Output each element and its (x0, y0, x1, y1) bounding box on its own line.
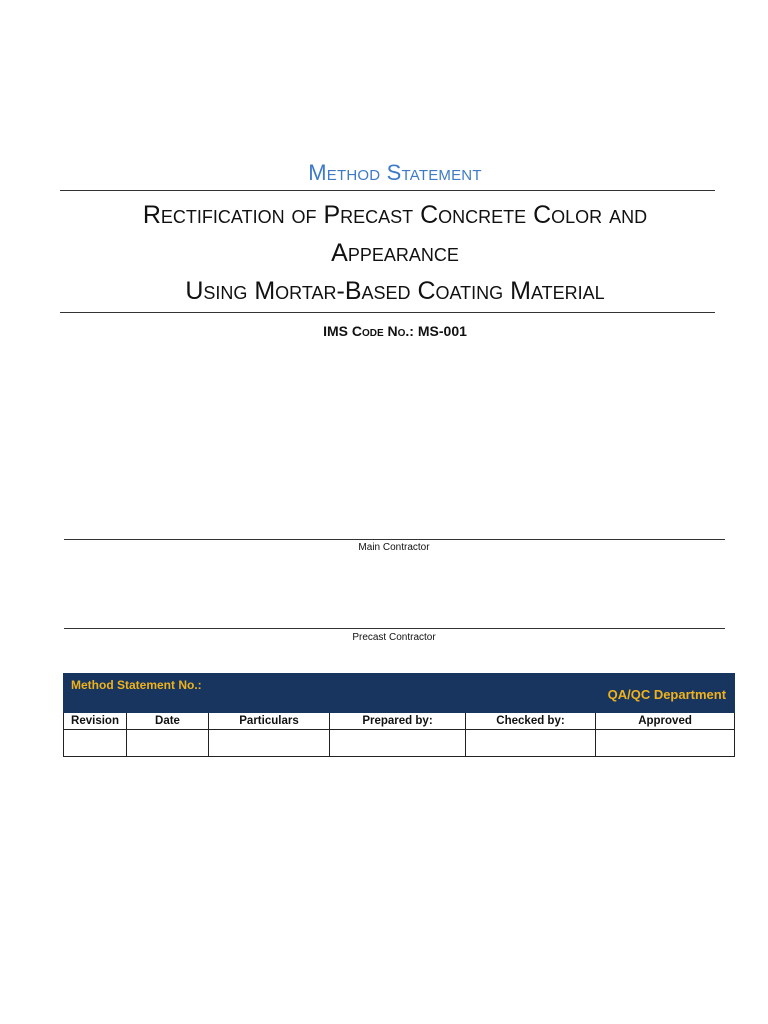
column-header-particulars: Particulars (209, 713, 330, 730)
column-header-checked-by: Checked by: (466, 713, 596, 730)
cell-checked-by (466, 730, 596, 757)
cell-revision (64, 730, 127, 757)
document-heading: Method Statement (308, 160, 482, 185)
title-line-1: Rectification of Precast Concrete Color and (142, 201, 648, 229)
title-rule-bottom (60, 312, 715, 313)
main-contractor-signature-line (64, 539, 725, 540)
method-statement-number-label: Method Statement No.: (71, 678, 202, 692)
cell-prepared-by (330, 730, 466, 757)
cell-particulars (209, 730, 330, 757)
revision-table (63, 673, 735, 757)
title-line-2: Appearance (331, 239, 459, 267)
column-header-approved: Approved (596, 713, 735, 730)
table-row (64, 730, 735, 757)
banner-cell (64, 674, 735, 713)
precast-contractor-signature-line (64, 628, 725, 629)
ims-label: Code No.: (351, 323, 414, 339)
column-header-prepared-by: Prepared by: (330, 713, 466, 730)
department-label: QA/QC Department (607, 687, 727, 702)
ims-code-value: MS-001 (413, 323, 467, 339)
precast-contractor-label: Precast Contractor (352, 632, 436, 643)
title-line-3: Using Mortar-Based Coating Material (185, 277, 605, 305)
table-banner (64, 674, 735, 713)
column-header-revision: Revision (64, 713, 127, 730)
document-title (40, 196, 750, 310)
ims-label-prefix: IMS (323, 323, 352, 339)
cell-approved (596, 730, 735, 757)
ims-code (0, 323, 768, 339)
column-header-date: Date (127, 713, 209, 730)
heading-rule-top (60, 190, 715, 191)
cell-date (127, 730, 209, 757)
main-contractor-label: Main Contractor (358, 542, 430, 553)
table-header-row (64, 713, 735, 730)
